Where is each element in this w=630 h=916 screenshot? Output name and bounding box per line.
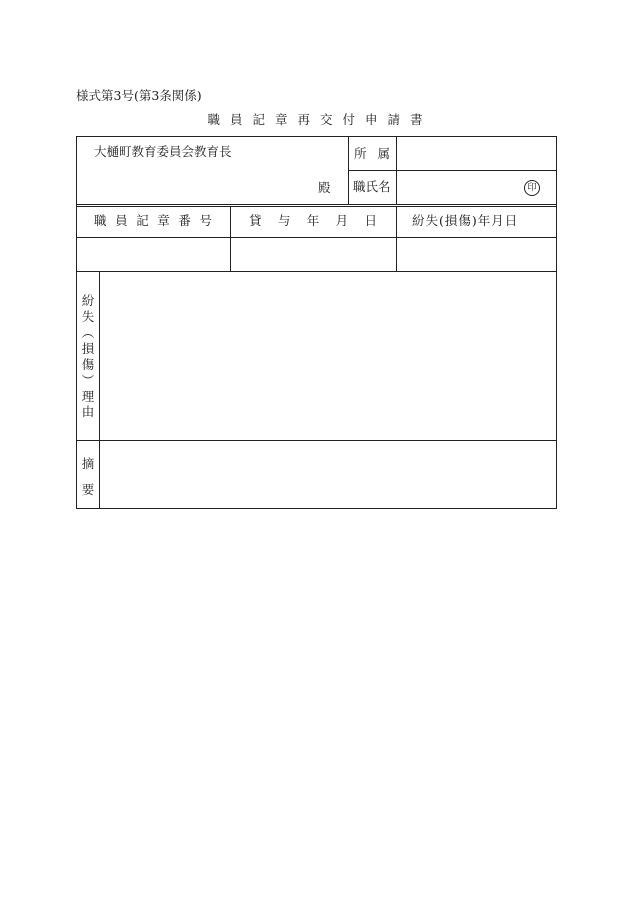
header-char: 貸: [249, 213, 262, 228]
form-number-label: 様式第3号(第3条関係): [76, 88, 202, 103]
addressee: 大樋町教育委員会教育長: [94, 144, 232, 159]
reason-field[interactable]: [104, 278, 552, 434]
header-char: 章: [157, 213, 170, 228]
affiliation-label-char: 属: [377, 146, 390, 161]
honorific: 殿: [318, 180, 331, 195]
form-title: 職員記章再交付申請書: [207, 112, 433, 127]
loan-date-field[interactable]: [234, 248, 392, 262]
reason-label-char: 由: [81, 404, 95, 420]
header-char: 職: [94, 213, 107, 228]
reason-label-char: 失: [81, 308, 95, 324]
remarks-field[interactable]: [104, 446, 552, 502]
reason-label: [80, 295, 96, 419]
header-char: 記: [136, 213, 149, 228]
reason-label-char: ︵: [81, 324, 95, 340]
affiliation-field[interactable]: [402, 148, 552, 162]
column-header-badge-number: [94, 215, 212, 228]
remarks-label-char: 摘: [81, 456, 95, 471]
header-char: 番: [178, 213, 191, 228]
name-field[interactable]: [402, 181, 520, 195]
header-char: 員: [115, 213, 128, 228]
affiliation-label-char: 所: [354, 146, 367, 161]
seal-icon: 印: [524, 180, 540, 196]
header-char: 月: [335, 213, 349, 228]
reason-label-char: 紛: [81, 293, 95, 308]
reason-label-char: 損: [81, 340, 95, 356]
name-label: 職氏名: [353, 179, 391, 194]
reason-label-char: 理: [81, 388, 95, 404]
remarks-label-char: 要: [81, 481, 95, 497]
header-char: 与: [277, 213, 291, 228]
header-char: 号: [199, 213, 212, 228]
reason-label-char: 傷: [81, 356, 95, 372]
loss-date-field[interactable]: [400, 248, 552, 262]
column-header-loan-date: [249, 215, 377, 228]
remarks-label: [80, 458, 96, 496]
reason-label-char: ︶: [81, 372, 95, 388]
header-char: 日: [364, 213, 377, 228]
column-header-loss-date: 紛失(損傷)年月日: [412, 213, 519, 228]
badge-number-field[interactable]: [80, 248, 226, 262]
affiliation-label: [354, 148, 390, 161]
header-char: 年: [306, 213, 320, 228]
